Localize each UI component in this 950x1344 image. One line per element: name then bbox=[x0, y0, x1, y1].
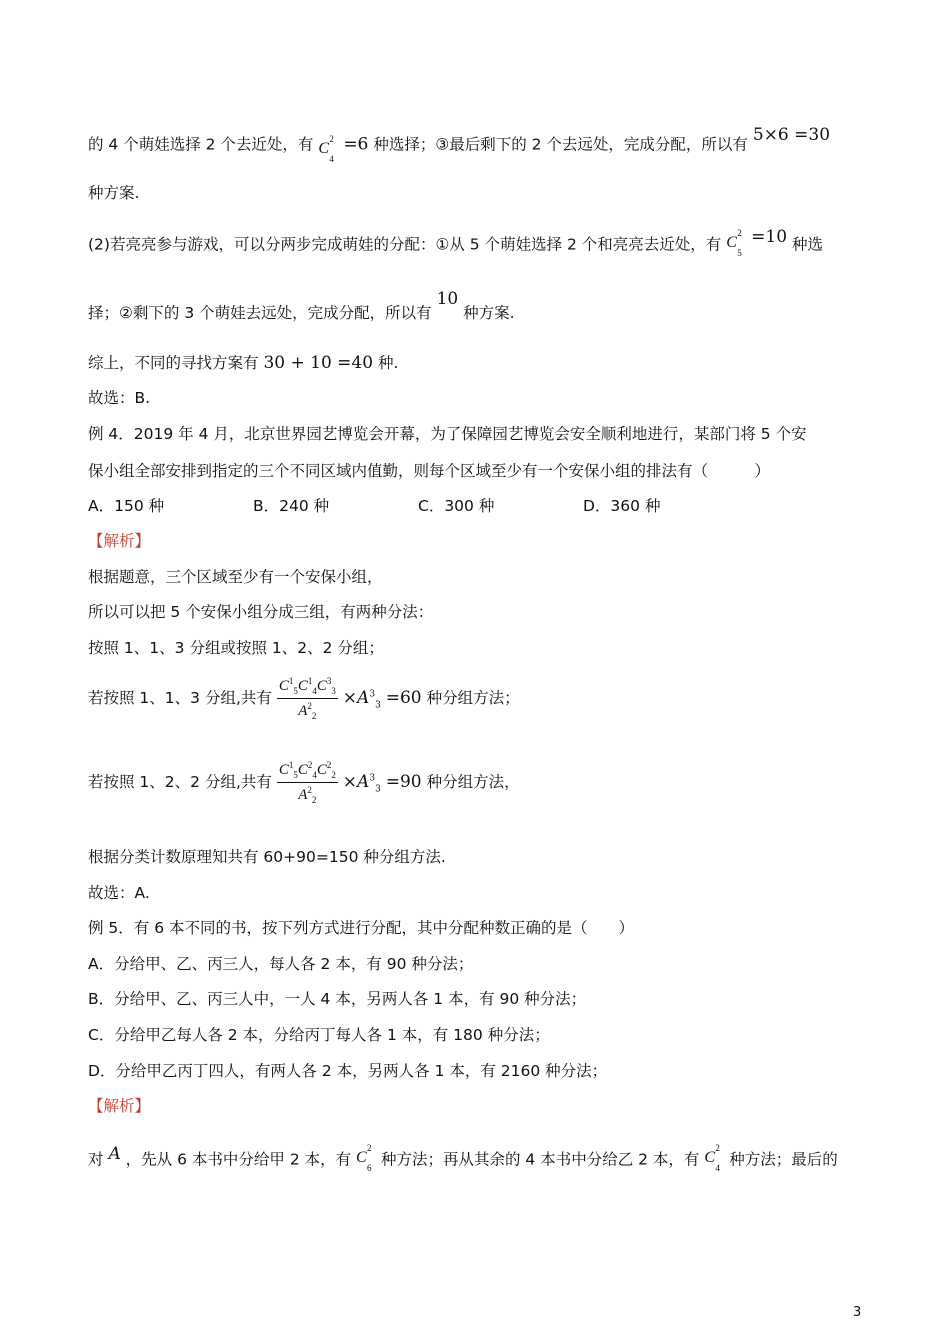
analysis-heading-1: 【解析】 bbox=[88, 532, 151, 550]
fraction-122: $\frac{C^1_5C^2_4C^2_2}{A^2_2}$ bbox=[278, 760, 336, 805]
example-4-option-c: C．300 种 bbox=[418, 497, 495, 515]
example-4-question-1: 例 4．2019 年 4 月，北京世界园艺博览会开幕，为了保障园艺博览会安全顺利地进行，某部门将 5 个安 bbox=[88, 425, 807, 443]
line-4 bbox=[88, 289, 515, 324]
example-5-option-d: D．分给甲乙丙丁四人，有两人各 2 本，另两人各 1 本，有 2160 种分法； bbox=[88, 1062, 608, 1080]
solution-line-5: 若按照 1、2、2 分组,共有 $\frac{C^1_5C^2_4C^2_2}{A^2_2}$ $\times A^3_3 =90$ 种分组方法， bbox=[88, 760, 520, 805]
solution-line-5-text-b: 种分组方法， bbox=[426, 773, 520, 791]
solution-line-5-eq: =90 bbox=[385, 772, 422, 792]
last-line-text-a: 对 bbox=[88, 1150, 104, 1169]
example-4-question-2: 保小组全部安排到指定的三个不同区域内值勤，则每个区域至少有一个安保小组的排法有（ ） bbox=[88, 462, 771, 480]
line-5-math: 30 + 10 =40 bbox=[263, 353, 374, 373]
example-5-question: 例 5．有 6 本不同的书，按下列方式进行分配，其中分配种数正确的是（ ） bbox=[88, 919, 635, 937]
line-3-text-b: 种选 bbox=[792, 235, 824, 254]
answer-line-1: 故选：B. bbox=[88, 389, 151, 407]
example-5-option-b: B．分给甲、乙、丙三人中，一人 4 本，另两人各 1 本，有 90 种分法； bbox=[88, 990, 587, 1008]
combination-c42: C 2 4 bbox=[318, 134, 334, 164]
line-1 bbox=[88, 124, 831, 164]
last-line-text-d: 种方法；最后的 bbox=[729, 1150, 838, 1169]
page-number: 3 bbox=[853, 1305, 862, 1320]
solution-line-4: 若按照 1、1、3 分组,共有 $\frac{C^1_5C^1_4C^3_3}{A^2_2}$ $\times A^3_3 =60$ 种分组方法； bbox=[88, 676, 520, 721]
solution-line-5-text-a: 若按照 1、2、2 分组,共有 bbox=[88, 773, 272, 791]
line-1-text-b: 种选择；③最后剩下的 2 个去远处，完成分配，所以有 bbox=[373, 135, 748, 154]
answer-line-2: 故选：A. bbox=[88, 884, 150, 902]
combination-c52: C 2 5 bbox=[726, 228, 742, 258]
example-5-option-a: A．分给甲、乙、丙三人，每人各 2 本，有 90 种分法； bbox=[88, 955, 474, 973]
combination-c42-b: C 2 4 bbox=[704, 1143, 720, 1173]
solution-line-4-text-b: 种分组方法； bbox=[426, 689, 520, 707]
line-4-number: 10 bbox=[436, 289, 459, 309]
line-5 bbox=[88, 352, 398, 374]
line-3-text-a: (2)若亮亮参与游戏，可以分两步完成萌娃的分配：①从 5 个萌娃选择 2 个和亮亮去近处，有 bbox=[88, 235, 722, 254]
line-3 bbox=[88, 228, 823, 262]
line-2: 种方案. bbox=[88, 184, 140, 202]
solution-line-1: 根据题意，三个区域至少有一个安保小组， bbox=[88, 568, 383, 586]
solution-line-6: 根据分类计数原理知共有 60+90=150 种分组方法. bbox=[88, 848, 446, 866]
line-3-eq: =10 bbox=[751, 226, 788, 247]
solution-line-2: 所以可以把 5 个安保小组分成三组，有两种分法： bbox=[88, 603, 434, 621]
example-4-option-a: A．150 种 bbox=[88, 497, 165, 515]
last-line-text-b: ，先从 6 本书中分给甲 2 本，有 bbox=[125, 1150, 352, 1169]
combination-c62: C 2 6 bbox=[356, 1143, 372, 1173]
line-4-text-b: 种方案. bbox=[463, 304, 515, 322]
last-line-text-c: 种方法；再从其余的 4 本书中分给乙 2 本，有 bbox=[380, 1150, 700, 1169]
solution-line-4-eq: =60 bbox=[385, 688, 422, 708]
line-4-text-a: 择；②剩下的 3 个萌娃去远处，完成分配，所以有 bbox=[88, 304, 432, 322]
fraction-113: $\frac{C^1_5C^1_4C^3_3}{A^2_2}$ bbox=[278, 676, 336, 721]
example-4-option-b: B．240 种 bbox=[253, 497, 330, 515]
analysis-heading-2: 【解析】 bbox=[88, 1097, 151, 1115]
line-5-text-a: 综上，不同的寻找方案有 bbox=[88, 354, 259, 372]
last-line-variable: A bbox=[108, 1143, 121, 1164]
example-5-option-c: C．分给甲乙每人各 2 本，分给丙丁每人各 1 本，有 180 种分法； bbox=[88, 1026, 550, 1044]
last-line bbox=[88, 1143, 838, 1177]
solution-line-4-text-a: 若按照 1、1、3 分组,共有 bbox=[88, 689, 272, 707]
example-4-option-d: D．360 种 bbox=[583, 497, 661, 515]
line-5-text-b: 种. bbox=[378, 354, 399, 372]
solution-line-3: 按照 1、1、3 分组或按照 1、2、2 分组； bbox=[88, 639, 384, 657]
line-1-text-a: 的 4 个萌娃选择 2 个去近处，有 bbox=[88, 135, 314, 154]
line-1-eq: =6 bbox=[343, 134, 369, 155]
line-1-product: 5×6 =30 bbox=[752, 124, 831, 145]
